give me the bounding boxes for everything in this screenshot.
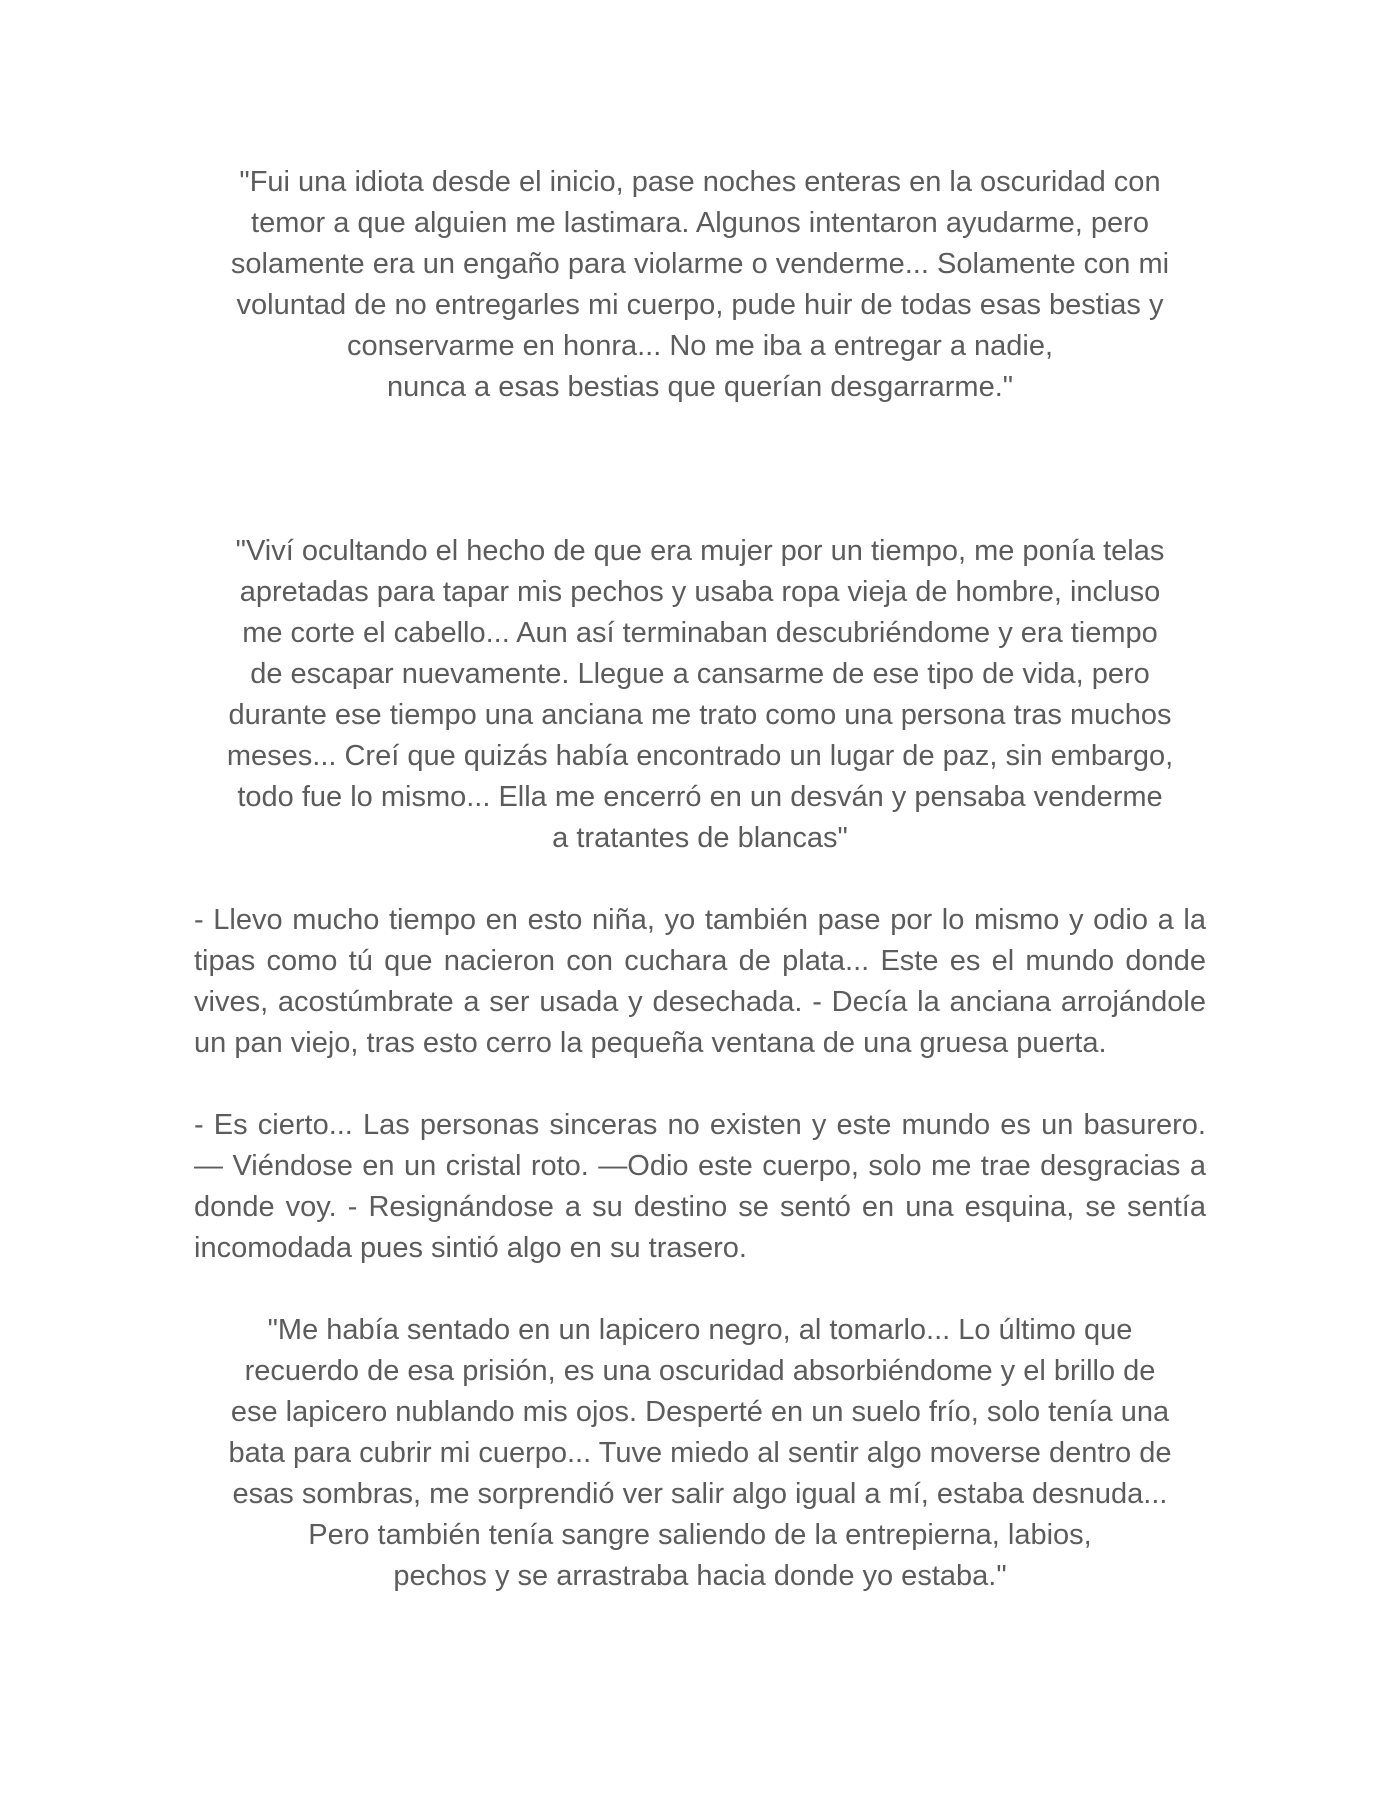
text-line: todo fue lo mismo... Ella me encerró en un desván y pensaba venderme (237, 781, 1163, 813)
dialogue-paragraph-2: - Es cierto... Las personas sinceras no existen y este mundo es un basurero. — Viéndose en un cristal roto. —Odio este cuerpo, solo me trae desgracias a donde voy. - Resignándose a su destino se sentó en una esquina, se sentía incomodada pues sintió algo en su trasero. (194, 1109, 1206, 1264)
text-line: voluntad de no entregarles mi cuerpo, pude huir de todas esas bestias y (236, 289, 1164, 321)
paragraph-spacer (194, 408, 1206, 531)
text-line: conservarme en honra... No me iba a entregar a nadie, (346, 330, 1054, 362)
paragraph-spacer (194, 859, 1206, 900)
text-line: apretadas para tapar mis pechos y usaba ropa vieja de hombre, incluso (239, 576, 1161, 608)
text-line: "Viví ocultando el hecho de que era mujer por un tiempo, me ponía telas (235, 535, 1165, 567)
text-line: nunca a esas bestias que querían desgarrarme." (386, 371, 1014, 403)
text-line: ese lapicero nublando mis ojos. Desperté en un suelo frío, solo tenía una (230, 1396, 1170, 1428)
text-line: solamente era un engaño para violarme o venderme... Solamente con mi (230, 248, 1170, 280)
paragraph-spacer (194, 1064, 1206, 1105)
text-line: meses... Creí que quizás había encontrado un lugar de paz, sin embargo, (226, 740, 1174, 772)
paragraph-spacer (194, 1269, 1206, 1310)
text-line: a tratantes de blancas" (552, 822, 848, 854)
text-line: me corte el cabello... Aun así terminaban descubriéndome y era tiempo (242, 617, 1158, 649)
quote-paragraph-3 (194, 1310, 1206, 1597)
text-line: durante ese tiempo una anciana me trato como una persona tras muchos (228, 699, 1172, 731)
text-line: temor a que alguien me lastimara. Algunos intentaron ayudarme, pero (251, 207, 1149, 239)
text-line: bata para cubrir mi cuerpo... Tuve miedo al sentir algo moverse dentro de (228, 1437, 1172, 1469)
quote-paragraph-1 (194, 162, 1206, 408)
text-line: "Fui una idiota desde el inicio, pase noches enteras en la oscuridad con (239, 166, 1161, 198)
text-line: esas sombras, me sorprendió ver salir algo igual a mí, estaba desnuda... (232, 1478, 1168, 1510)
document-body (194, 162, 1206, 1597)
quote-paragraph-2 (194, 531, 1206, 859)
text-line: recuerdo de esa prisión, es una oscuridad absorbiéndome y el brillo de (244, 1355, 1156, 1387)
text-line: Pero también tenía sangre saliendo de la entrepierna, labios, (308, 1519, 1092, 1551)
dialogue-paragraph-1: - Llevo mucho tiempo en esto niña, yo también pase por lo mismo y odio a la tipas como tú que nacieron con cuchara de plata... Este es el mundo donde vives, acostúmbrate a ser usada y desechada. - Decía la anciana arrojándole un pan viejo, tras esto cerro la pequeña ventana de una gruesa puerta. (194, 904, 1206, 1059)
text-line: de escapar nuevamente. Llegue a cansarme de ese tipo de vida, pero (250, 658, 1150, 690)
text-line: "Me había sentado en un lapicero negro, al tomarlo... Lo último que (267, 1314, 1133, 1346)
text-line: pechos y se arrastraba hacia donde yo estaba." (393, 1560, 1007, 1592)
